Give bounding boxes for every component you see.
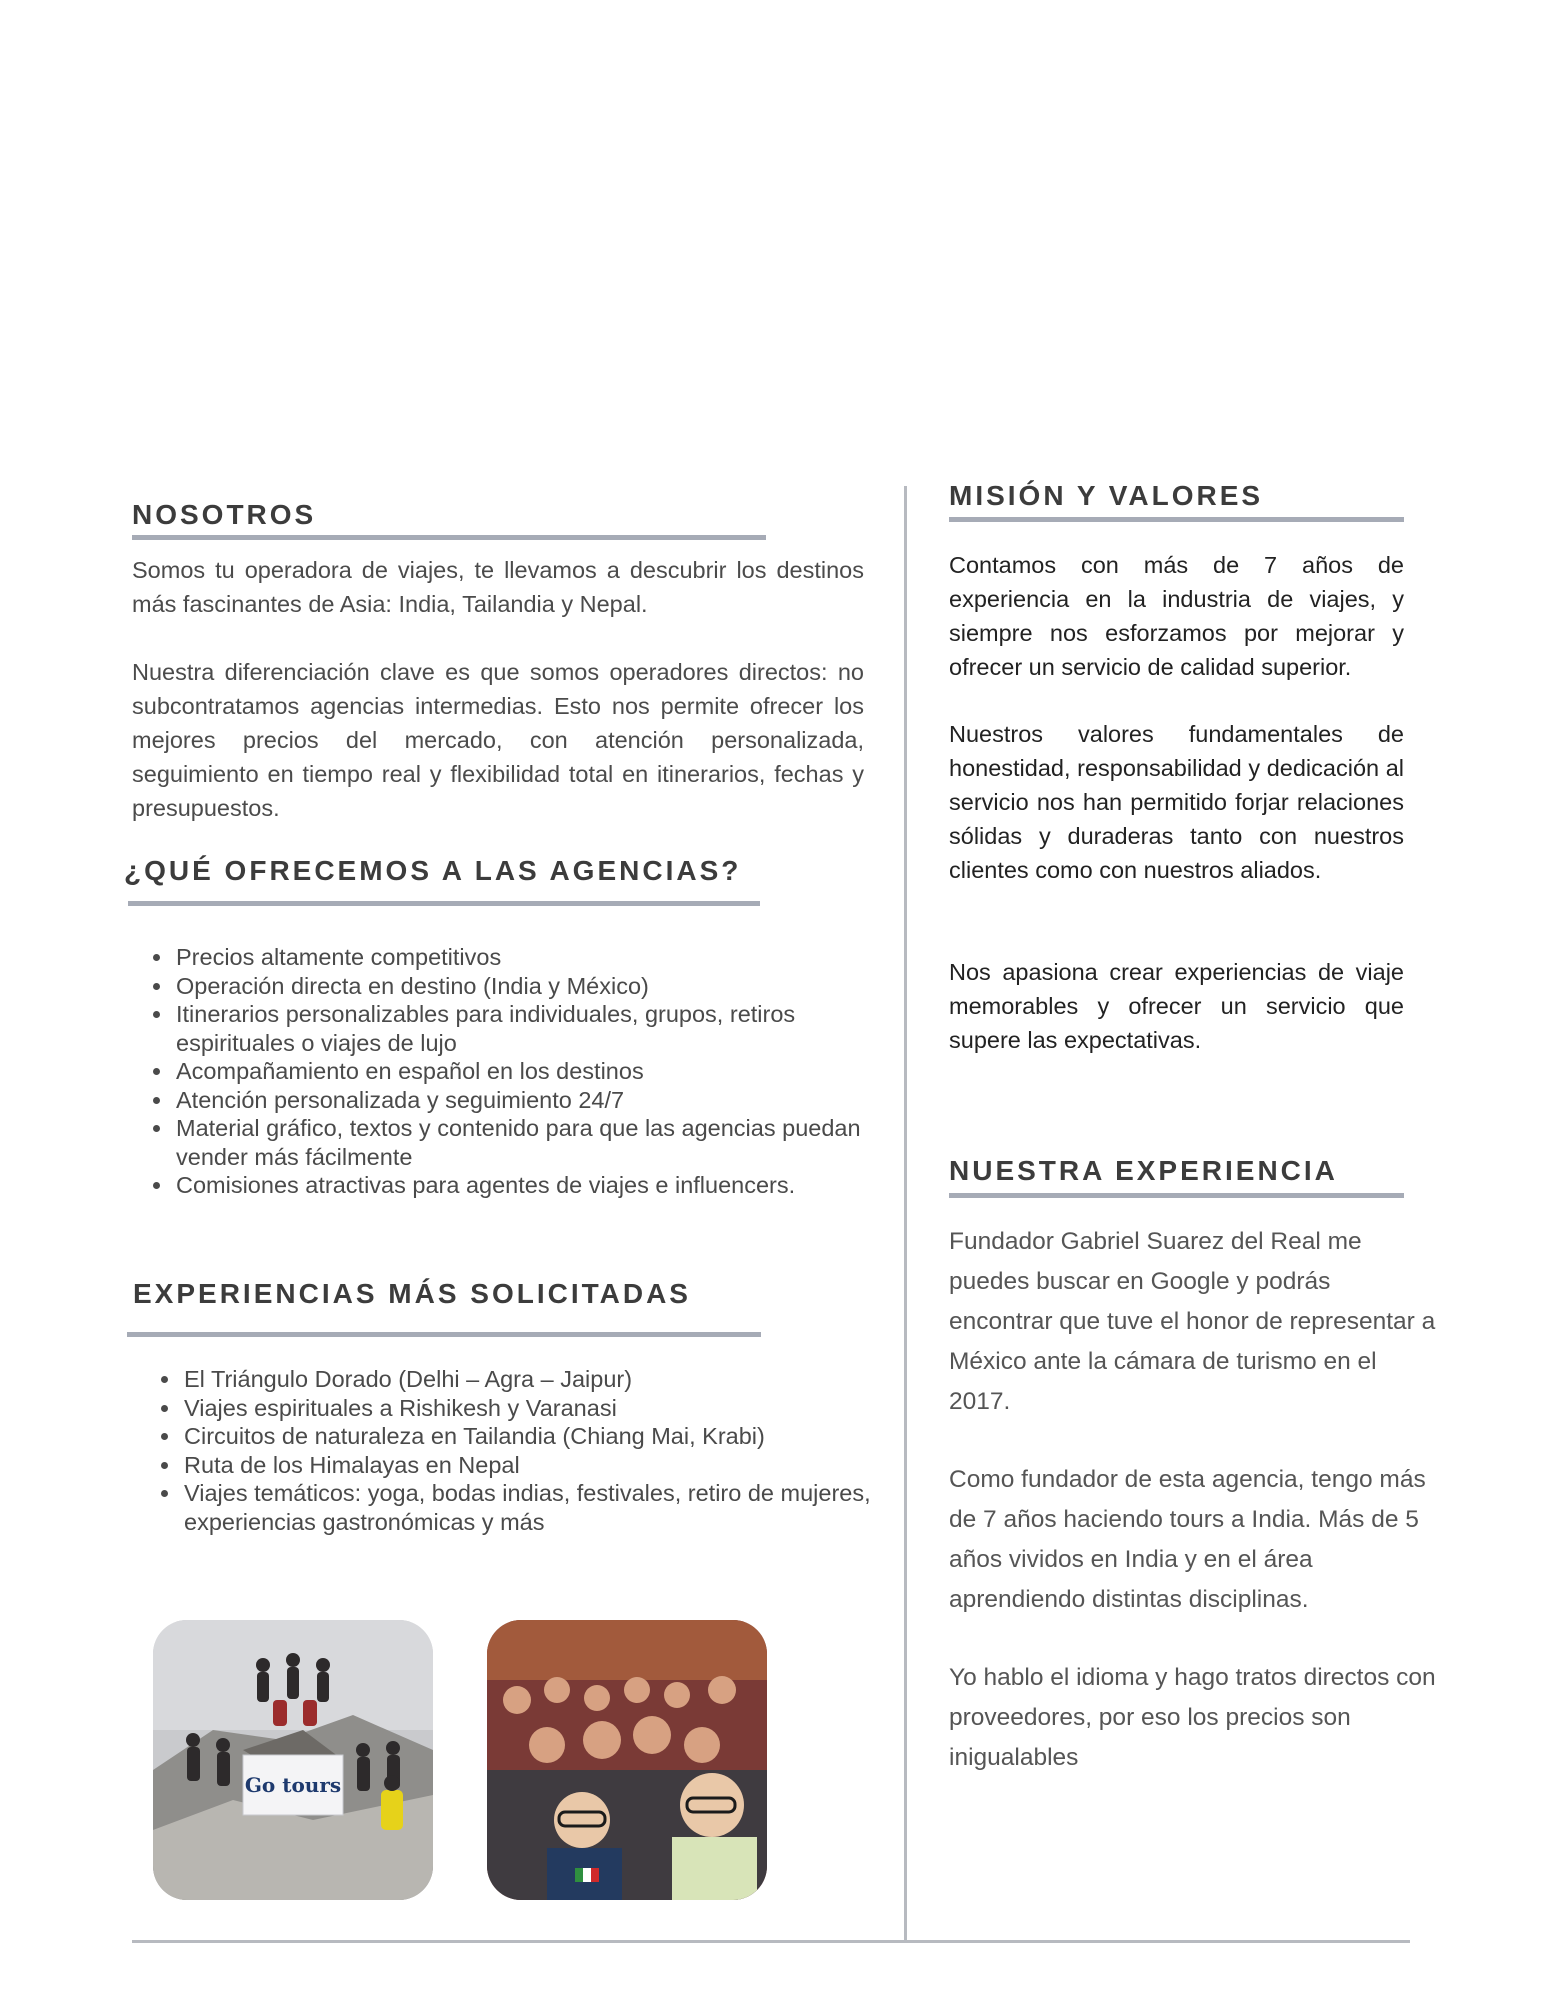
list-item: • Material gráfico, textos y contenido para que las agencias puedan vender más fácilmente bbox=[174, 1114, 864, 1171]
experiencia-heading: NUESTRA EXPERIENCIA bbox=[949, 1155, 1338, 1186]
list-item: • Circuitos de naturaleza en Tailandia (Chiang Mai, Krabi) bbox=[182, 1422, 882, 1451]
mision-rule bbox=[949, 517, 1404, 522]
experiencias-rule bbox=[127, 1332, 761, 1337]
list-item: • Comisiones atractivas para agentes de viajes e influencers. bbox=[174, 1171, 864, 1200]
list-item: • Operación directa en destino (India y México) bbox=[174, 972, 864, 1001]
list-item: • Viajes espirituales a Rishikesh y Varanasi bbox=[182, 1394, 882, 1423]
list-item: • Viajes temáticos: yoga, bodas indias, festivales, retiro de mujeres, experiencias gastronómicas y más bbox=[182, 1479, 882, 1536]
experiencias-list bbox=[138, 1365, 882, 1536]
experiencia-rule bbox=[949, 1193, 1404, 1198]
mision-paragraph-3: Nos apasiona crear experiencias de viaje memorables y ofrecer un servicio que supere las expectativas. bbox=[949, 959, 1404, 1053]
banner-text: Go tours bbox=[244, 1773, 342, 1797]
ofrecemos-list bbox=[130, 943, 864, 1200]
mision-heading: MISIÓN Y VALORES bbox=[949, 480, 1264, 511]
ofrecemos-rule bbox=[128, 901, 760, 906]
mountain-group-photo bbox=[153, 1620, 433, 1900]
nosotros-paragraph-2: Nuestra diferenciación clave es que somos operadores directos: no subcontratamos agencias intermedias. Esto nos permite ofrecer los mejores precios del mercado, con atención personalizada, seguimiento en tiempo real y flexibilidad total en itinerarios, fechas y presupuestos. bbox=[132, 659, 864, 821]
bottom-rule bbox=[132, 1940, 1410, 1943]
column-divider bbox=[904, 486, 907, 1942]
experiencia-paragraph-3: Yo hablo el idioma y hago tratos directos con proveedores, por eso los precios son inigualables bbox=[949, 1664, 1436, 1771]
mision-paragraph-2: Nuestros valores fundamentales de honestidad, responsabilidad y dedicación al servicio nos han permitido forjar relaciones sólidas y duraderas tanto con nuestros clientes como con nuestros aliados. bbox=[949, 721, 1404, 883]
experiencias-heading: EXPERIENCIAS MÁS SOLICITADAS bbox=[133, 1278, 691, 1309]
list-item: • Ruta de los Himalayas en Nepal bbox=[182, 1451, 882, 1480]
experiencia-paragraph-1: Fundador Gabriel Suarez del Real me puedes buscar en Google y podrás encontrar que tuve el honor de representar a México ante la cámara de turismo en el 2017. bbox=[949, 1228, 1436, 1415]
nosotros-heading: NOSOTROS bbox=[132, 499, 317, 530]
ofrecemos-heading: ¿QUÉ OFRECEMOS A LAS AGENCIAS? bbox=[124, 855, 742, 886]
mision-paragraph-1: Contamos con más de 7 años de experiencia en la industria de viajes, y siempre nos esforzamos por mejorar y ofrecer un servicio de calidad superior. bbox=[949, 552, 1404, 680]
nosotros-rule bbox=[132, 535, 766, 540]
nosotros-paragraph-1: Somos tu operadora de viajes, te llevamos a descubrir los destinos más fascinantes de Asia: India, Tailandia y Nepal. bbox=[132, 557, 864, 617]
list-item: • Acompañamiento en español en los destinos bbox=[174, 1057, 864, 1086]
list-item: • Itinerarios personalizables para individuales, grupos, retiros espirituales o viajes de lujo bbox=[174, 1000, 864, 1057]
group-selfie-photo bbox=[487, 1620, 767, 1900]
list-item: • Atención personalizada y seguimiento 24/7 bbox=[174, 1086, 864, 1115]
experiencia-paragraph-2: Como fundador de esta agencia, tengo más de 7 años haciendo tours a India. Más de 5 años vividos en India y en el área aprendiendo distintas disciplinas. bbox=[949, 1466, 1426, 1613]
list-item: • Precios altamente competitivos bbox=[174, 943, 864, 972]
list-item: • El Triángulo Dorado (Delhi – Agra – Jaipur) bbox=[182, 1365, 882, 1394]
